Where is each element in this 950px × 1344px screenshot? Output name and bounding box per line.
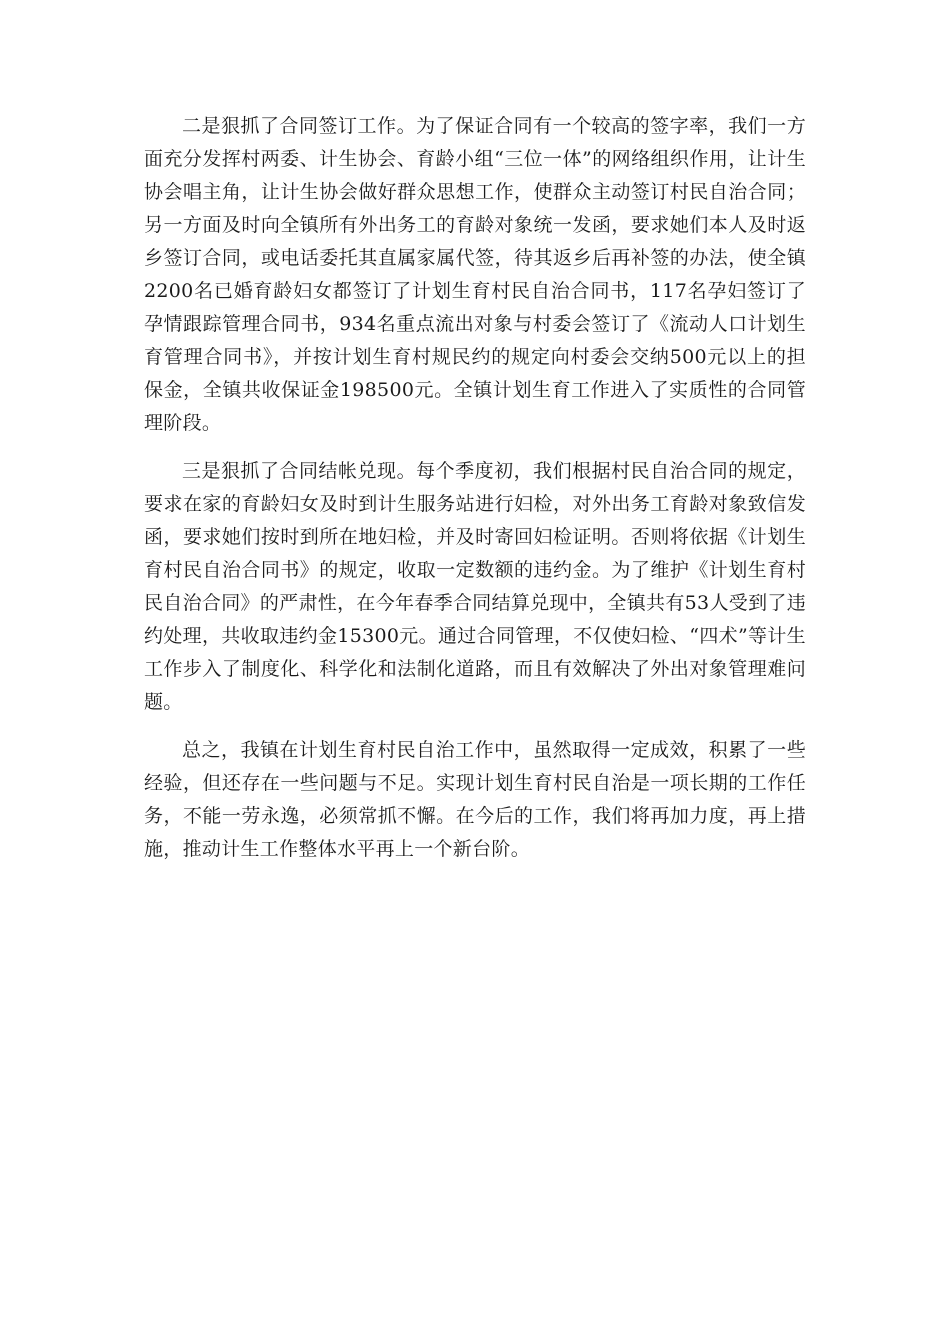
paragraph-summary: 总之，我镇在计划生育村民自治工作中，虽然取得一定成效，积累了一些经验，但还存在一些问题与不足。实现计划生育村民自治是一项长期的工作任务，不能一劳永逸，必须常抓不懈。在今后的工作，我们将再加力度，再上措施，推动计生工作整体水平再上一个新台阶。: [144, 739, 806, 860]
paragraph-contract-settlement: 三是狠抓了合同结帐兑现。每个季度初，我们根据村民自治合同的规定，要求在家的育龄妇女及时到计生服务站进行妇检，对外出务工育龄对象致信发函，要求她们按时到所在地妇检，并及时寄回妇检证明。否则将依据《计划生育村民自治合同书》的规定，收取一定数额的违约金。为了维护《计划生育村民自治合同》的严肃性，在今年春季合同结算兑现中，全镇共有53人受到了违约处理，共收取违约金15300元。通过合同管理，不仅使妇检、“四术”等计生工作步入了制度化、科学化和法制化道路，而且有效解决了外出对象管理难问题。: [144, 460, 806, 713]
paragraph-contract-signing: 二是狠抓了合同签订工作。为了保证合同有一个较高的签字率，我们一方面充分发挥村两委、计生协会、育龄小组“三位一体”的网络组织作用，让计生协会唱主角，让计生协会做好群众思想工作，使群众主动签订村民自治合同；另一方面及时向全镇所有外出务工的育龄对象统一发函，要求她们本人及时返乡签订合同，或电话委托其直属家属代签，待其返乡后再补签的办法，使全镇2200名已婚育龄妇女都签订了计划生育村民自治合同书，117名孕妇签订了孕情跟踪管理合同书，934名重点流出对象与村委会签订了《流动人口计划生育管理合同书》，并按计划生育村规民约的规定向村委会交纳500元以上的担保金，全镇共收保证金198500元。全镇计划生育工作进入了实质性的合同管理阶段。: [144, 115, 806, 434]
document-body: [144, 110, 806, 866]
